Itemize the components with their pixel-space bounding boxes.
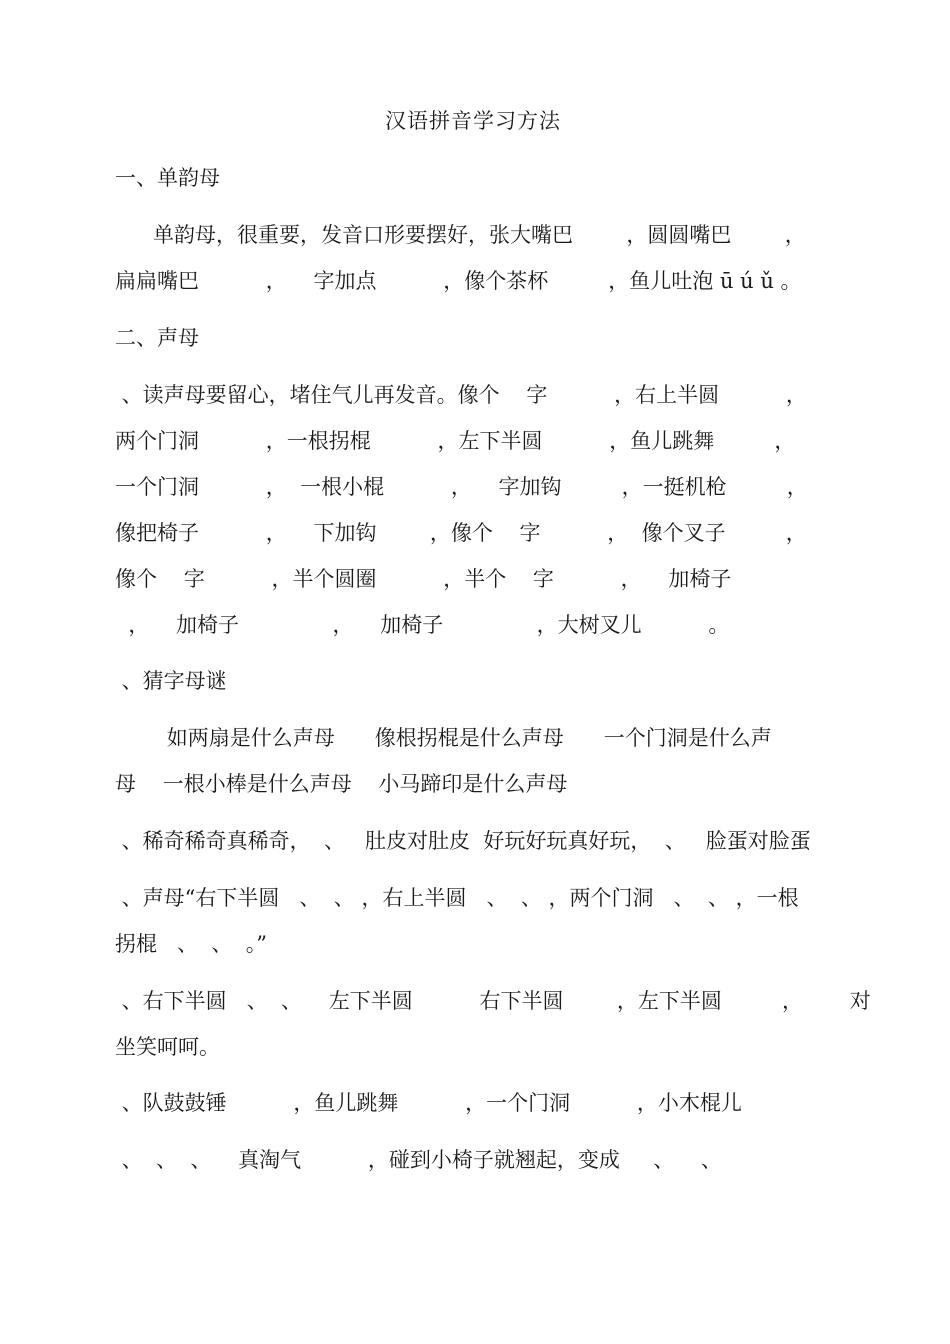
text-line-17: 、队鼓鼓锤 ，鱼儿跳舞 ，一个门洞 ，小木棍儿	[115, 1091, 742, 1115]
text-line-11: 母 一根小棒是什么声母 小马蹄印是什么声母	[115, 772, 568, 796]
text-line-5: 一个门洞 ， 一根小棍 ， 字加钩 ，一挺机枪 ，	[115, 475, 808, 499]
text-line-1: 单韵母，很重要，发音口形要摆好，张大嘴巴 ，圆圆嘴巴 ，	[153, 223, 806, 247]
text-line-16: 坐笑呵呵。	[115, 1035, 220, 1059]
text-line-14: 拐棍 、 、 。”	[115, 932, 267, 956]
text-line-7: 像个 字 ，半个圆圈 ，半个 字 ， 加椅子	[115, 567, 732, 591]
text-line-2: 扁扁嘴巴 ， 字加点 ，像个茶杯 ，鱼儿吐泡 ū ú ǔ 。	[115, 269, 802, 293]
text-line-12: 、稀奇稀奇真稀奇， 、 肚皮对肚皮 好玩好玩真好玩， 、 脸蛋对脸蛋	[115, 829, 811, 853]
text-line-8: ， 加椅子 ， 加椅子 ，大树叉儿 。	[115, 613, 730, 637]
text-line-9: 、猜字母谜	[115, 669, 227, 693]
section-heading-initials: 二、声母	[115, 326, 199, 350]
text-line-3: 、读声母要留心，堵住气儿再发音。像个 字 ，右上半圆 ，	[115, 383, 807, 407]
text-line-10: 如两扇是什么声母 像根拐棍是什么声母 一个门洞是什么声	[140, 726, 772, 750]
text-line-6: 像把椅子 ， 下加钩 ，像个 字 ， 像个叉子 ，	[115, 521, 807, 545]
document-title: 汉语拼音学习方法	[385, 109, 561, 133]
text-line-15: 、右下半圆 、 、 左下半圆 右下半圆 ，左下半圆 ， 对	[115, 989, 871, 1013]
text-line-4: 两个门洞 ，一根拐棍 ，左下半圆 ，鱼儿跳舞 ，	[115, 429, 796, 453]
text-line-18: 、 、 、 真淘气 ，碰到小椅子就翘起，变成 、 、	[115, 1148, 722, 1172]
text-line-13: 、声母“右下半圆 、 、 ，右上半圆 、 、 ，两个门洞 、 、 ，一根	[115, 886, 799, 910]
section-heading-finals: 一、单韵母	[115, 166, 220, 190]
